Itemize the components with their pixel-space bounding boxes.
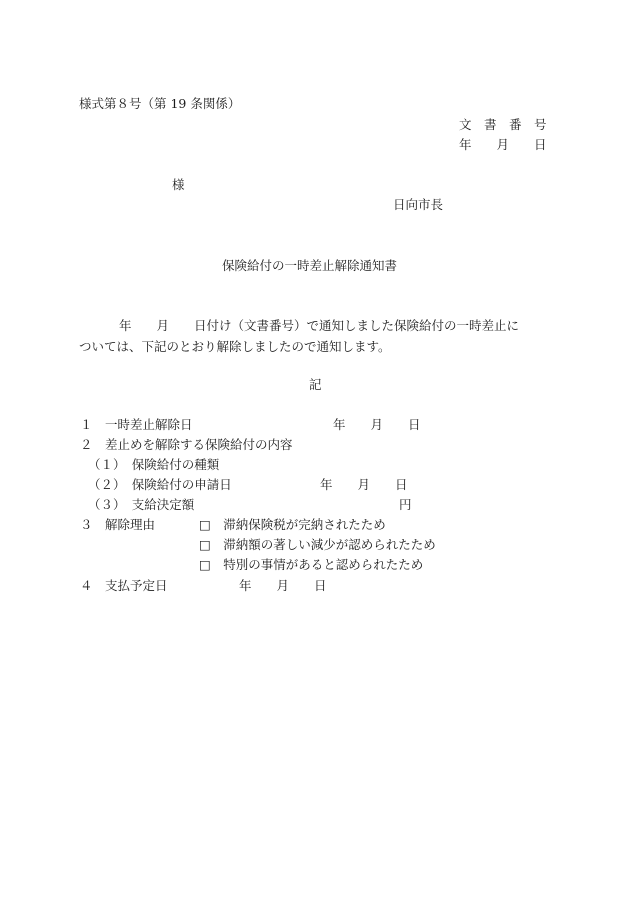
reason-option-2: □ 滞納額の著しい減少が認められたため xyxy=(199,537,436,552)
sub-item-2-label: （２） 保険給付の申請日 xyxy=(88,477,232,492)
sub-item-2-date: 年 月 日 xyxy=(320,477,408,492)
sub-item-1-label: （１） 保険給付の種類 xyxy=(88,457,220,472)
yen-unit: 円 xyxy=(399,497,412,512)
reason-option-1: □ 滞納保険税が完納されたため xyxy=(199,517,386,532)
sub-item-3-label: （３） 支給決定額 xyxy=(88,497,195,512)
item-4-date: 年 月 日 xyxy=(239,578,327,593)
item-4-label: ４ 支払予定日 xyxy=(80,578,168,593)
form-label: 様式第８号（第 19 条関係） xyxy=(79,96,241,111)
body-text-line-2: ついては、下記のとおり解除しましたので通知します。 xyxy=(79,339,391,354)
issue-date-label: 年 月 日 xyxy=(459,137,547,152)
item-2-label: ２ 差止めを解除する保険給付の内容 xyxy=(80,437,293,452)
item-1-label: １ 一時差止解除日 xyxy=(80,417,193,432)
issuer-name: 日向市長 xyxy=(393,197,444,212)
ki-heading: 記 xyxy=(309,377,322,392)
body-text-line-1: 年 月 日付け（文書番号）で通知しました保険給付の一時差止に xyxy=(119,318,520,333)
addressee-suffix: 様 xyxy=(172,177,185,192)
item-1-date: 年 月 日 xyxy=(333,417,421,432)
document-number-label: 文 書 番 号 xyxy=(459,117,547,132)
item-3-label: ３ 解除理由 xyxy=(80,517,156,532)
document-title: 保険給付の一時差止解除通知書 xyxy=(222,258,398,273)
reason-option-3: □ 特別の事情があると認められたため xyxy=(199,557,424,572)
